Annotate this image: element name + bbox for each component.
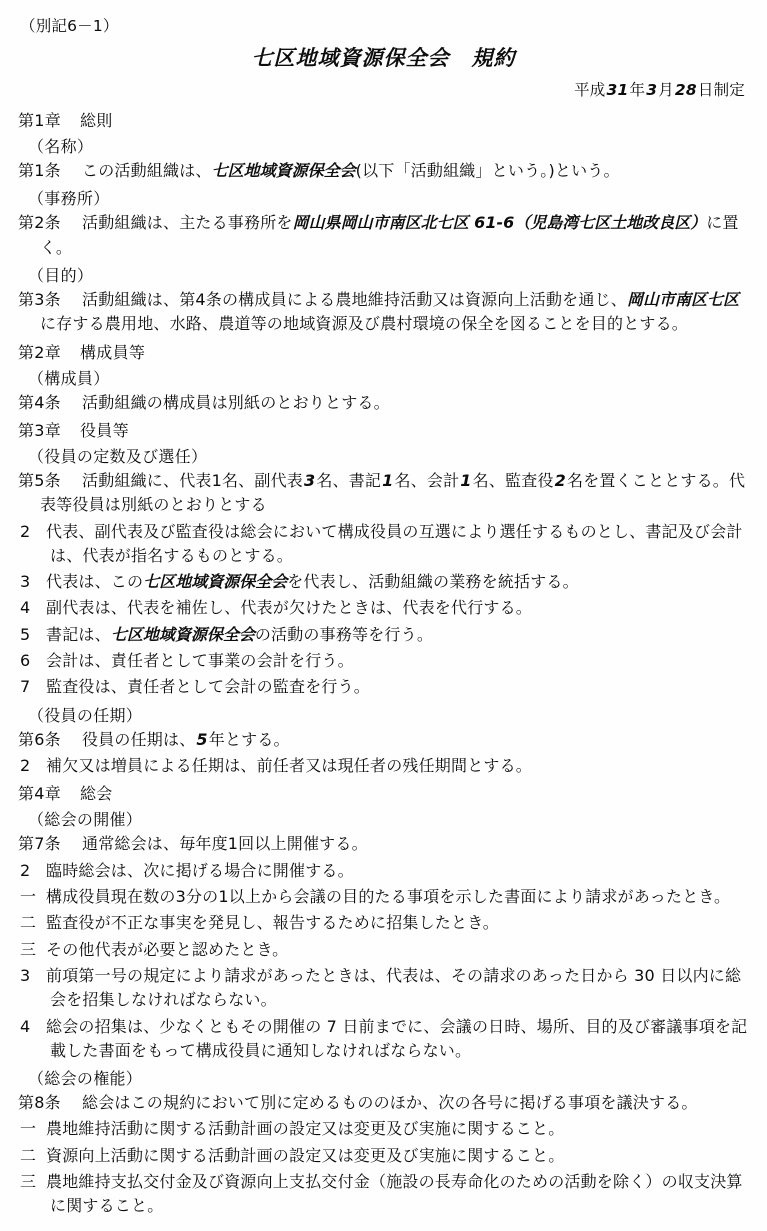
paragraph-text: 補欠又は増員による任期は、前任者又は現任者の残任期間とする。: [46, 756, 533, 775]
document-body: [18, 108, 749, 1219]
article-paragraph: [18, 159, 749, 183]
paragraph-number: 7: [20, 677, 31, 697]
article-paragraph: [18, 728, 749, 752]
article-paragraph: [18, 288, 749, 337]
chapter-title: 総則: [80, 111, 113, 130]
chapter-label: 第3章: [18, 420, 62, 440]
item-text: 農地維持活動に関する活動計画の設定又は変更及び実施に関すること。: [46, 1119, 565, 1139]
article-label: 第3条: [18, 289, 61, 309]
article-paragraph: [18, 832, 749, 856]
article-label: 第2条: [18, 213, 61, 233]
section-heading-text: （名称）: [28, 137, 94, 156]
article-text: 名を置くこととする。代表等役員は別紙のとおりとする: [40, 470, 746, 515]
section-heading-text: （総会の権能）: [28, 1069, 143, 1089]
numbered-paragraph: [18, 623, 749, 647]
article-text-cont: (以下「活動組織」という。)という。: [355, 161, 620, 180]
chapter-heading: [18, 108, 749, 131]
article-label: 第4条: [18, 392, 61, 412]
item-number: 三: [20, 1172, 37, 1192]
article-text: 活動組織の構成員は別紙のとおりとする。: [82, 392, 390, 412]
date-era: 平成: [574, 81, 606, 99]
article-text: 活動組織に、代表1名、副代表: [82, 470, 303, 490]
article-text: 名、監査役: [472, 470, 554, 490]
numbered-paragraph: [18, 964, 749, 1013]
numbered-paragraph: [18, 754, 749, 778]
section-heading-text: （事務所）: [28, 189, 110, 209]
paragraph-text: 臨時総会は、次に掲げる場合に開催する。: [46, 860, 354, 880]
term-years: 5: [196, 729, 208, 749]
paragraph-number: 3: [20, 572, 31, 592]
numbered-paragraph: [18, 649, 749, 673]
article-text: 活動組織は、主たる事務所を: [82, 213, 293, 233]
section-heading-text: （役員の定数及び選任）: [28, 446, 208, 466]
paragraph-text: 会計は、責任者として事業の会計を行う。: [46, 651, 354, 671]
count-vice-rep: 3: [303, 470, 316, 490]
section-heading-text: （構成員）: [28, 368, 110, 388]
section-heading: [28, 807, 749, 830]
list-item: [18, 1144, 749, 1168]
section-heading: [28, 263, 749, 286]
item-text: その他代表が必要と認めたとき。: [46, 939, 289, 959]
item-number: 二: [20, 1145, 37, 1165]
paragraph-number: 6: [20, 651, 31, 671]
section-heading: [28, 444, 749, 467]
date-month-unit: 月: [658, 81, 674, 99]
paragraph-number: 2: [20, 521, 31, 541]
paragraph-number: 3: [20, 965, 31, 985]
date-month: 3: [646, 81, 658, 99]
item-text: 資源向上活動に関する活動計画の設定又は変更及び実施に関すること。: [46, 1145, 565, 1165]
enactment-date: [18, 78, 745, 100]
section-heading: [28, 134, 749, 157]
numbered-paragraph: [18, 675, 749, 699]
paragraph-number: 2: [20, 860, 31, 880]
chapter-title: 構成員等: [80, 342, 146, 362]
numbered-paragraph: [18, 570, 749, 594]
article-label: 第7条: [18, 834, 61, 854]
chapter-label: 第4章: [18, 784, 62, 804]
paragraph-number: 5: [20, 624, 31, 644]
paragraph-text-cont: を代表し、活動組織の業務を統括する。: [287, 572, 579, 592]
section-heading: [28, 1066, 749, 1089]
paragraph-text: 代表、副代表及び監査役は総会において構成役員の互選により選任するものとし、書記及び会計は、代表が指名するものとする。: [46, 521, 743, 565]
date-suffix: 日制定: [697, 81, 745, 99]
chapter-heading: [18, 340, 749, 363]
article-emphasis: 岡山県岡山市南区北七区 61-6（児島湾七区土地改良区）: [292, 213, 707, 233]
chapter-title: 役員等: [80, 420, 129, 440]
item-number: 三: [20, 939, 37, 959]
article-text: 名、会計: [394, 470, 460, 490]
item-number: 一: [20, 886, 37, 906]
chapter-heading: [18, 781, 749, 804]
article-emphasis: 七区地域資源保全会: [211, 161, 356, 180]
item-number: 一: [20, 1119, 37, 1139]
paragraph-number: 2: [20, 756, 31, 775]
paragraph-text: 書記は、: [46, 624, 111, 644]
article-text: 年とする。: [208, 729, 290, 749]
article-text-cont: に置く。: [40, 213, 739, 257]
article-text: 名、書記: [316, 470, 382, 490]
article-paragraph: [18, 391, 749, 415]
numbered-paragraph: [18, 596, 749, 620]
list-item: [18, 885, 749, 909]
list-item: [18, 911, 749, 935]
section-heading: [28, 703, 749, 726]
item-number: 二: [20, 913, 37, 933]
count-auditor: 2: [554, 470, 566, 490]
numbered-paragraph: [18, 859, 749, 883]
chapter-label: 第2章: [18, 342, 62, 362]
paragraph-text: 前項第一号の規定により請求があったときは、代表は、その請求のあった日から 30 日以内に総会を招集しなければならない。: [46, 965, 742, 1010]
count-accountant: 1: [460, 470, 472, 490]
article-text: 通常総会は、毎年度1回以上開催する。: [82, 834, 368, 854]
item-text: 構成役員現在数の3分の1以上から会議の目的たる事項を示した書面により請求があったとき。: [46, 886, 731, 906]
paragraph-text: 総会の招集は、少なくともその開催の 7 日前までに、会議の日時、場所、目的及び審議事項を記載した書面をもって構成役員に通知しなければならない。: [46, 1016, 748, 1060]
section-heading: [28, 366, 749, 389]
article-text: この活動組織は、: [82, 161, 212, 180]
article-text: 総会はこの規約において別に定めるもののほか、次の各号に掲げる事項を議決する。: [82, 1093, 698, 1113]
paragraph-text: 代表は、この: [46, 572, 144, 592]
article-label: 第1条: [18, 161, 61, 180]
chapter-title: 総会: [80, 784, 113, 804]
article-label: 第8条: [18, 1093, 61, 1113]
chapter-label: 第1章: [18, 111, 62, 130]
page-title: 七区地域資源保全会 規約: [251, 46, 516, 70]
date-day: 28: [674, 81, 697, 99]
date-year-unit: 年: [629, 81, 646, 99]
article-text-cont: に存する農用地、水路、農道等の地域資源及び農村環境の保全を図ることを目的とする。: [40, 314, 689, 334]
paragraph-text: 監査役は、責任者として会計の監査を行う。: [46, 677, 371, 697]
paragraph-text-cont: の活動の事務等を行う。: [254, 624, 434, 644]
article-label: 第5条: [18, 470, 61, 490]
paragraph-number: 4: [20, 598, 31, 618]
date-year: 31: [606, 81, 629, 99]
article-paragraph: [18, 211, 749, 260]
paragraph-number: 4: [20, 1016, 31, 1036]
list-item: [18, 1117, 749, 1141]
numbered-paragraph: [18, 520, 749, 569]
article-label: 第6条: [18, 729, 61, 749]
paragraph-text: 副代表は、代表を補佐し、代表が欠けたときは、代表を代行する。: [46, 598, 533, 618]
item-text: 監査役が不正な事実を発見し、報告するために招集したとき。: [46, 913, 499, 933]
section-heading-text: （役員の任期）: [28, 705, 143, 725]
section-heading-text: （総会の開催）: [28, 810, 143, 830]
list-item: [18, 1170, 749, 1219]
section-heading-text: （目的）: [28, 265, 94, 285]
article-text: 役員の任期は、: [82, 729, 196, 749]
article-paragraph: [18, 1091, 749, 1115]
count-secretary: 1: [382, 470, 394, 490]
article-emphasis: 岡山市南区七区: [626, 289, 739, 309]
section-heading: [28, 186, 749, 209]
article-text: 活動組織は、第4条の構成員による農地維持活動又は資源向上活動を通じ、: [82, 289, 627, 309]
numbered-paragraph: [18, 1015, 749, 1064]
paragraph-emphasis: 七区地域資源保全会: [143, 572, 288, 592]
chapter-heading: [18, 418, 749, 441]
item-text: 農地維持支払交付金及び資源向上支払交付金（施設の長寿命化のための活動を除く）の収支決算に関すること。: [46, 1172, 743, 1216]
document-reference: （別記6－1）: [20, 17, 119, 35]
paragraph-emphasis: 七区地域資源保全会: [110, 624, 255, 644]
article-paragraph: [18, 469, 749, 518]
list-item: [18, 938, 749, 962]
